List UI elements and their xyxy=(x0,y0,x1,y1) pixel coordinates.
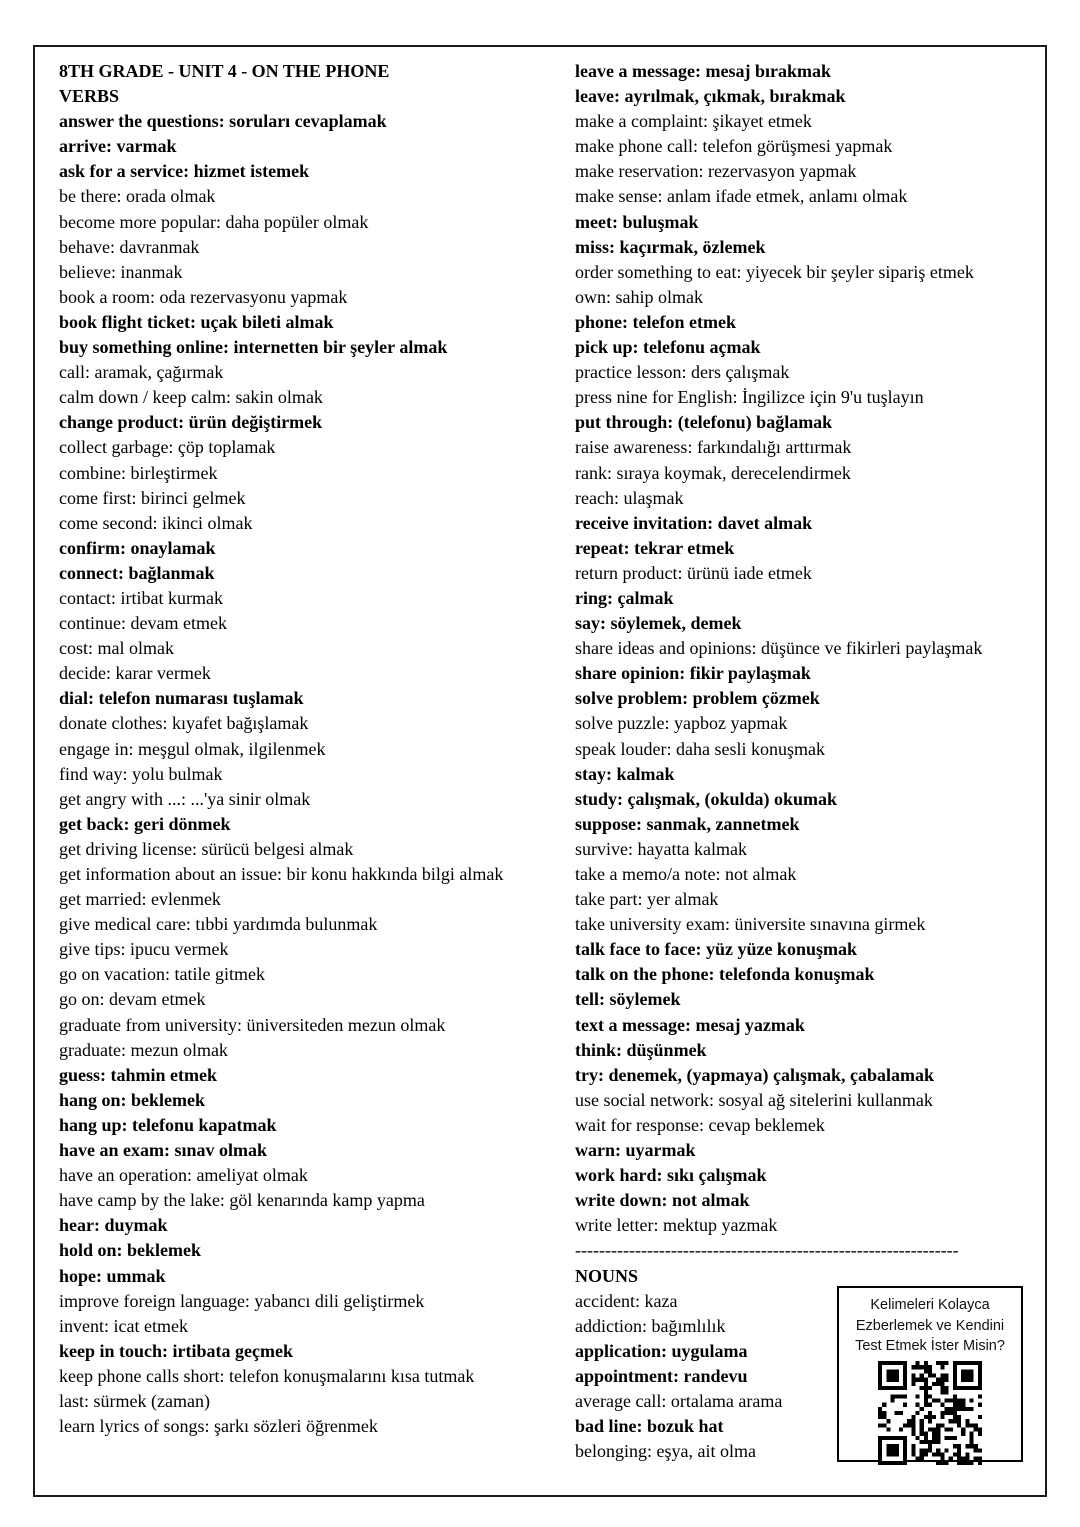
vocab-entry: answer the questions: soruları cevaplamak xyxy=(59,111,387,132)
vocab-entry: confirm: onaylamak xyxy=(59,537,216,558)
left-column xyxy=(59,59,545,1439)
vocab-entry: connect: bağlanmak xyxy=(59,562,215,583)
vocab-entry: hope: ummak xyxy=(59,1265,166,1286)
vocab-entry: take university exam: üniversite sınavına girmek xyxy=(575,914,926,935)
vocab-entry: try: denemek, (yapmaya) çalışmak, çabalamak xyxy=(575,1064,934,1085)
vocab-entry: change product: ürün değiştirmek xyxy=(59,412,323,433)
vocab-entry: guess: tahmin etmek xyxy=(59,1064,217,1085)
vocab-entry: meet: buluşmak xyxy=(575,211,699,232)
vocab-entry: use social network: sosyal ağ sitelerini kullanmak xyxy=(575,1089,933,1110)
verb-list-left xyxy=(59,109,545,1439)
vocab-entry: keep phone calls short: telefon konuşmalarını kısa tutmak xyxy=(59,1365,475,1386)
vocab-entry: engage in: meşgul olmak, ilgilenmek xyxy=(59,738,326,759)
vocab-entry: call: aramak, çağırmak xyxy=(59,362,224,383)
vocab-entry: hear: duymak xyxy=(59,1215,168,1236)
vocab-entry: cost: mal olmak xyxy=(59,638,174,659)
vocab-entry: warn: uyarmak xyxy=(575,1140,696,1161)
vocab-entry: go on: devam etmek xyxy=(59,989,206,1010)
vocab-entry: practice lesson: ders çalışmak xyxy=(575,362,790,383)
vocab-entry: hang up: telefonu kapatmak xyxy=(59,1114,277,1135)
vocab-entry: arrive: varmak xyxy=(59,136,177,157)
vocab-entry: make sense: anlam ifade etmek, anlamı olmak xyxy=(575,186,908,207)
vocab-entry: have an exam: sınav olmak xyxy=(59,1140,268,1161)
vocab-entry: pick up: telefonu açmak xyxy=(575,337,761,358)
vocab-entry: order something to eat: yiyecek bir şeyler sipariş etmek xyxy=(575,261,974,282)
document-title-line2: VERBS xyxy=(59,86,120,107)
vocab-entry: appointment: randevu xyxy=(575,1365,748,1386)
vocab-entry: ring: çalmak xyxy=(575,587,674,608)
vocab-entry: suppose: sanmak, zannetmek xyxy=(575,813,800,834)
qr-code xyxy=(878,1361,982,1465)
vocab-entry: text a message: mesaj yazmak xyxy=(575,1014,805,1035)
vocab-entry: share ideas and opinions: düşünce ve fikirleri paylaşmak xyxy=(575,638,983,659)
vocab-entry: go on vacation: tatile gitmek xyxy=(59,964,265,985)
vocab-entry: put through: (telefonu) bağlamak xyxy=(575,412,833,433)
qr-promo-text xyxy=(839,1288,1021,1357)
qr-promo-line1: Kelimeleri Kolayca xyxy=(870,1297,990,1313)
vocab-entry: become more popular: daha popüler olmak xyxy=(59,211,369,232)
vocab-entry: decide: karar vermek xyxy=(59,663,211,684)
vocab-entry: wait for response: cevap beklemek xyxy=(575,1114,825,1135)
page-frame xyxy=(33,45,1047,1497)
vocab-entry: last: sürmek (zaman) xyxy=(59,1390,210,1411)
vocab-entry: application: uygulama xyxy=(575,1340,748,1361)
qr-promo-box xyxy=(837,1286,1023,1462)
vocab-entry: raise awareness: farkındalığı arttırmak xyxy=(575,437,852,458)
vocab-entry: survive: hayatta kalmak xyxy=(575,838,747,859)
vocab-entry: press nine for English: İngilizce için 9'u tuşlayın xyxy=(575,387,924,408)
vocab-entry: tell: söylemek xyxy=(575,989,681,1010)
vocab-entry: study: çalışmak, (okulda) okumak xyxy=(575,788,838,809)
vocab-entry: combine: birleştirmek xyxy=(59,462,218,483)
vocab-entry: get angry with ...: ...'ya sinir olmak xyxy=(59,788,311,809)
vocab-entry: say: söylemek, demek xyxy=(575,613,742,634)
vocab-entry: get back: geri dönmek xyxy=(59,813,231,834)
vocab-entry: rank: sıraya koymak, derecelendirmek xyxy=(575,462,851,483)
vocab-entry: phone: telefon etmek xyxy=(575,311,736,332)
vocab-entry: invent: icat etmek xyxy=(59,1315,188,1336)
vocab-entry: miss: kaçırmak, özlemek xyxy=(575,236,766,257)
vocab-entry: return product: ürünü iade etmek xyxy=(575,562,812,583)
vocab-entry: addiction: bağımlılık xyxy=(575,1315,726,1336)
vocab-entry: average call: ortalama arama xyxy=(575,1390,783,1411)
verb-noun-list-right xyxy=(575,59,1047,1464)
vocab-entry: reach: ulaşmak xyxy=(575,487,684,508)
vocab-entry: book a room: oda rezervasyonu yapmak xyxy=(59,286,348,307)
vocab-entry: keep in touch: irtibata geçmek xyxy=(59,1340,293,1361)
vocab-entry: talk on the phone: telefonda konuşmak xyxy=(575,964,875,985)
vocab-entry: learn lyrics of songs: şarkı sözleri öğrenmek xyxy=(59,1416,378,1437)
section-divider: ---------------------------------------------------------------- xyxy=(575,1240,959,1261)
vocab-entry: accident: kaza xyxy=(575,1290,678,1311)
vocab-entry: graduate: mezun olmak xyxy=(59,1039,228,1060)
document-title-line1: 8TH GRADE - UNIT 4 - ON THE PHONE xyxy=(59,61,390,81)
vocab-entry: calm down / keep calm: sakin olmak xyxy=(59,387,323,408)
vocab-entry: behave: davranmak xyxy=(59,236,200,257)
vocab-entry: buy something online: internetten bir şeyler almak xyxy=(59,337,448,358)
vocab-entry: write down: not almak xyxy=(575,1190,750,1211)
qr-promo-line3: Test Etmek İster Misin? xyxy=(855,1338,1005,1354)
vocab-entry: hang on: beklemek xyxy=(59,1089,206,1110)
vocab-entry: collect garbage: çöp toplamak xyxy=(59,437,276,458)
vocab-entry: ask for a service: hizmet istemek xyxy=(59,161,310,182)
vocab-entry: graduate from university: üniversiteden mezun olmak xyxy=(59,1014,446,1035)
vocab-entry: share opinion: fikir paylaşmak xyxy=(575,663,811,684)
vocab-entry: have an operation: ameliyat olmak xyxy=(59,1165,308,1186)
vocab-entry: leave: ayrılmak, çıkmak, bırakmak xyxy=(575,86,846,107)
vocab-entry: continue: devam etmek xyxy=(59,613,227,634)
vocab-entry: take part: yer almak xyxy=(575,889,719,910)
vocab-entry: give tips: ipucu vermek xyxy=(59,939,229,960)
vocab-entry: write letter: mektup yazmak xyxy=(575,1215,778,1236)
vocab-entry: be there: orada olmak xyxy=(59,186,216,207)
vocab-entry: belonging: eşya, ait olma xyxy=(575,1441,756,1462)
vocab-entry: think: düşünmek xyxy=(575,1039,707,1060)
vocab-entry: get information about an issue: bir konu hakkında bilgi almak xyxy=(59,864,504,884)
vocab-entry: speak louder: daha sesli konuşmak xyxy=(575,738,825,759)
vocab-entry: find way: yolu bulmak xyxy=(59,763,223,784)
vocab-entry: get driving license: sürücü belgesi almak xyxy=(59,838,354,859)
vocab-entry: talk face to face: yüz yüze konuşmak xyxy=(575,939,857,960)
vocab-entry: make a complaint: şikayet etmek xyxy=(575,111,812,132)
vocab-entry: contact: irtibat kurmak xyxy=(59,587,223,608)
vocab-entry: take a memo/a note: not almak xyxy=(575,864,797,884)
vocab-entry: come second: ikinci olmak xyxy=(59,512,253,533)
vocab-entry: solve puzzle: yapboz yapmak xyxy=(575,713,788,734)
section-heading: NOUNS xyxy=(575,1265,639,1286)
vocab-entry: receive invitation: davet almak xyxy=(575,512,813,533)
vocab-entry: hold on: beklemek xyxy=(59,1240,202,1261)
vocab-entry: improve foreign language: yabancı dili geliştirmek xyxy=(59,1290,425,1311)
vocab-entry: book flight ticket: uçak bileti almak xyxy=(59,311,334,332)
vocab-entry: solve problem: problem çözmek xyxy=(575,688,820,709)
right-column xyxy=(575,59,1047,1464)
vocab-entry: believe: inanmak xyxy=(59,261,183,282)
vocab-entry: get married: evlenmek xyxy=(59,889,221,910)
vocab-entry: bad line: bozuk hat xyxy=(575,1416,724,1437)
vocab-entry: make reservation: rezervasyon yapmak xyxy=(575,161,857,182)
vocab-entry: give medical care: tıbbi yardımda bulunmak xyxy=(59,914,378,935)
vocab-entry: come first: birinci gelmek xyxy=(59,487,246,508)
vocab-entry: own: sahip olmak xyxy=(575,286,703,307)
vocab-entry: have camp by the lake: göl kenarında kamp yapma xyxy=(59,1190,425,1211)
vocab-entry: make phone call: telefon görüşmesi yapmak xyxy=(575,136,893,157)
qr-promo-line2: Ezberlemek ve Kendini xyxy=(855,1317,1005,1334)
vocab-entry: leave a message: mesaj bırakmak xyxy=(575,61,831,81)
vocab-entry: repeat: tekrar etmek xyxy=(575,537,735,558)
vocab-entry: work hard: sıkı çalışmak xyxy=(575,1165,767,1186)
vocab-entry: stay: kalmak xyxy=(575,763,675,784)
vocab-entry: dial: telefon numarası tuşlamak xyxy=(59,688,304,709)
vocab-entry: donate clothes: kıyafet bağışlamak xyxy=(59,713,309,734)
